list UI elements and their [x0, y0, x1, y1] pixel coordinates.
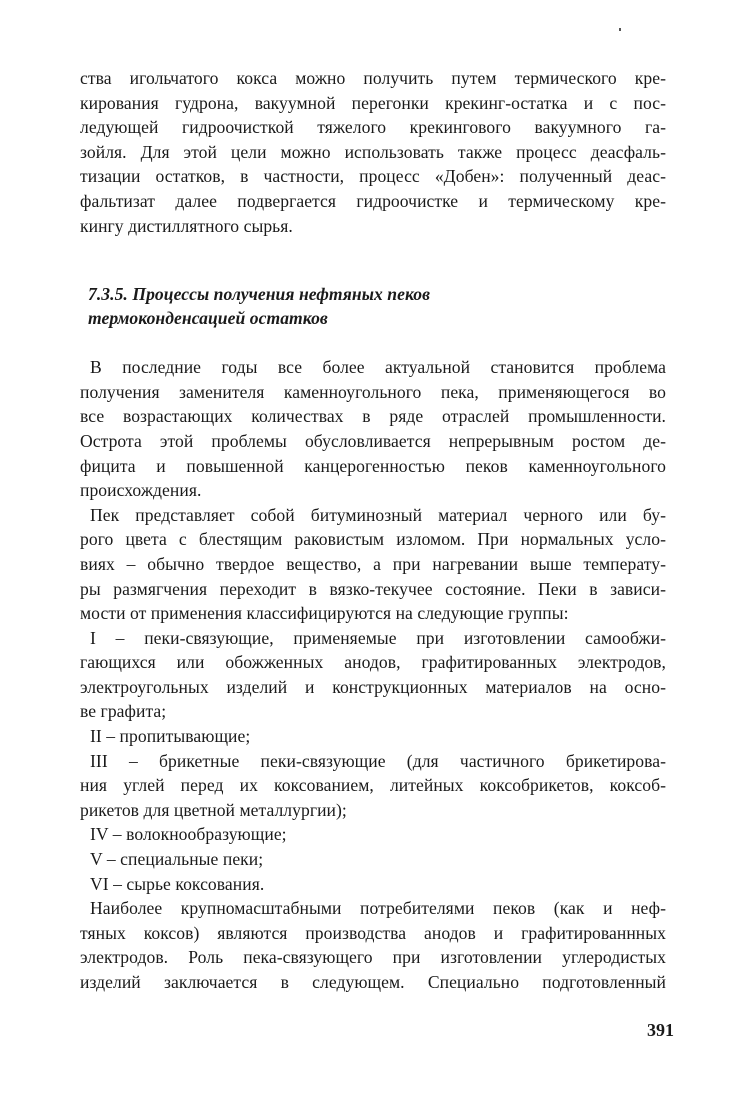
text-line: IV – волокнообразующие;	[90, 824, 287, 845]
text-line: I – пеки-связующие, применяемые при изготовлении самообжи-	[90, 627, 666, 648]
text-line: фицита и повышенной канцерогенностью пеков каменноугольного	[80, 455, 666, 476]
text-line: ледующей гидроочисткой тяжелого крекингового вакуумного га-	[80, 117, 666, 138]
text-line: получения заменителя каменноугольного пека, применяющегося во	[80, 381, 666, 402]
text-line: кирования гудрона, вакуумной перегонки крекинг-остатка и с пос-	[80, 92, 666, 113]
page-number: 391	[647, 1020, 674, 1040]
text-line: ния углей перед их коксованием, литейных коксобрикетов, коксоб-	[80, 775, 666, 796]
text-line: VI – сырье коксования.	[90, 873, 265, 894]
text-line: рикетов для цветной металлургии);	[80, 799, 347, 820]
list-item	[80, 749, 666, 823]
text-line: мости от применения классифицируются на следующие группы:	[80, 603, 569, 624]
text-line: Наиболее крупномасштабными потребителями пеков (как и неф-	[90, 898, 666, 919]
paragraph-consumers	[80, 896, 666, 994]
list-item	[80, 847, 666, 872]
text-line: ства игольчатого кокса можно получить путем термического кре-	[80, 68, 666, 88]
paragraph-top	[80, 66, 666, 238]
text-line: Пек представляет собой битуминозный материал черного или бу-	[90, 504, 666, 525]
text-line: Острота этой проблемы обусловливается непрерывным ростом де-	[80, 430, 666, 451]
text-line: II – пропитывающие;	[90, 726, 251, 747]
scan-speck	[619, 28, 621, 31]
text-line: кингу дистиллятного сырья.	[80, 215, 293, 236]
paragraph-definition	[80, 503, 666, 626]
text-line: V – специальные пеки;	[90, 849, 264, 870]
text-line: ве графита;	[80, 701, 167, 722]
text-line: рого цвета с блестящим раковистым изломом. При нормальных усло-	[80, 529, 666, 550]
text-line: электродов. Роль пека-связующего при изготовлении углеродистых	[80, 947, 666, 968]
text-line: электроугольных изделий и конструкционных материалов на осно-	[80, 676, 666, 697]
page-body	[80, 66, 666, 995]
text-line: изделий заключается в следующем. Специально подготовленный	[80, 972, 666, 992]
list-item	[80, 626, 666, 724]
text-line: III – брикетные пеки-связующие (для частичного брикетирова-	[90, 750, 666, 771]
text-line: зойля. Для этой цели можно использовать также процесс деасфаль-	[80, 141, 666, 162]
text-line: гающихся или обожженных анодов, графитированных электродов,	[80, 652, 666, 673]
paragraph-intro	[80, 355, 666, 503]
list-item	[80, 872, 666, 897]
text-line: виях – обычно твердое вещество, а при нагревании выше температу-	[80, 553, 666, 574]
text-line: ры размягчения переходит в вязко-текучее состояние. Пеки в зависи-	[80, 578, 666, 599]
text-line: тизации остатков, в частности, процесс «Добен»: полученный деас-	[80, 166, 666, 187]
text-line: все возрастающих количествах в ряде отраслей промышленности.	[80, 406, 666, 427]
text-line: тяных коксов) являются производства анодов и графитированнных	[80, 922, 666, 943]
heading-line: 7.3.5. Процессы получения нефтяных пеков	[88, 284, 431, 305]
text-line: В последние годы все более актуальной становится проблема	[90, 357, 666, 378]
text-line: фальтизат далее подвергается гидроочистке и термическому кре-	[80, 190, 666, 211]
list-item	[80, 822, 666, 847]
text-line: происхождения.	[80, 480, 202, 501]
section-heading	[80, 282, 666, 330]
list-item	[80, 724, 666, 749]
heading-line: термоконденсацией остатков	[88, 308, 328, 329]
